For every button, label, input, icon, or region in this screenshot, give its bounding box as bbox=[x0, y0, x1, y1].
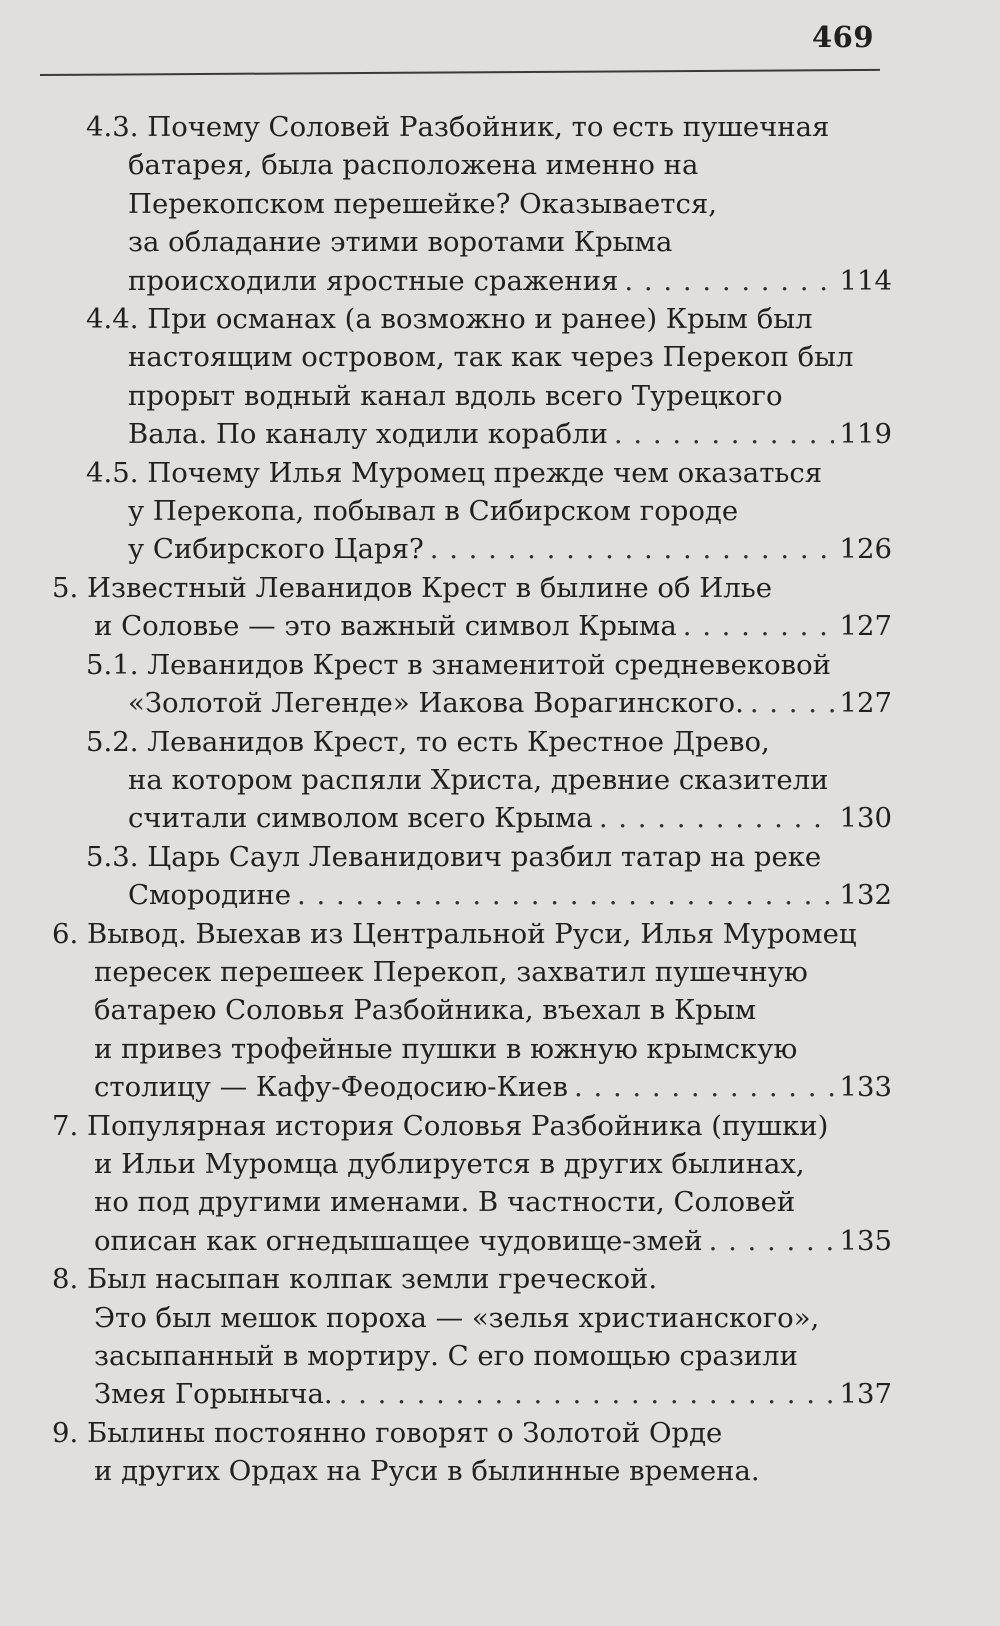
toc-entry-last-line bbox=[52, 1068, 892, 1106]
toc-entry-line: 4.5. Почему Илья Муромец прежде чем оказаться bbox=[86, 456, 823, 489]
toc-entry-line: пересек перешеек Перекоп, захватил пушечную bbox=[94, 955, 808, 988]
dot-leader bbox=[599, 799, 834, 837]
toc-entry-line: 6. Вывод. Выехав из Центральной Руси, Илья Муромец bbox=[52, 917, 857, 950]
dot-leader bbox=[430, 530, 834, 568]
toc-entry-line: Перекопском перешейке? Оказывается, bbox=[128, 187, 717, 220]
toc-entry-line: 4.4. При османах (а возможно и ранее) Крым был bbox=[86, 303, 813, 336]
toc-entry-line: столицу — Кафу-Феодосию-Киев bbox=[94, 1071, 568, 1104]
toc-entry[interactable] bbox=[52, 838, 892, 915]
toc-entry-line: у Перекопа, побывал в Сибирском городе bbox=[128, 495, 739, 528]
toc-entry-last-line bbox=[52, 262, 892, 300]
dot-leader bbox=[614, 415, 834, 453]
toc-entry-line: за обладание этими воротами Крыма bbox=[128, 226, 673, 259]
toc-entry-last-line bbox=[52, 1222, 892, 1260]
toc-entry-line: 5.1. Леванидов Крест в знаменитой средневековой bbox=[86, 648, 831, 681]
toc-entry-line: батарею Соловья Разбойника, въехал в Крым bbox=[94, 994, 757, 1027]
toc-entry[interactable] bbox=[52, 915, 892, 1107]
dot-leader bbox=[339, 1375, 834, 1413]
toc-entry-last-line bbox=[52, 607, 892, 645]
toc-page-number: 127 bbox=[839, 610, 892, 643]
toc-entry[interactable] bbox=[52, 723, 892, 838]
toc-entry-line: описан как огнедышащее чудовище-змей bbox=[94, 1224, 703, 1257]
toc-entry-line: 7. Популярная история Соловья Разбойника (пушки) bbox=[52, 1109, 829, 1142]
dot-leader bbox=[574, 1068, 834, 1106]
toc-entry-line: настоящим островом, так как через Перекоп был bbox=[128, 341, 854, 374]
toc-entry[interactable] bbox=[52, 1414, 892, 1491]
toc-page-number: 126 bbox=[839, 533, 892, 566]
dot-leader bbox=[297, 876, 833, 914]
toc-entry-line: и привез трофейные пушки в южную крымскую bbox=[94, 1032, 798, 1065]
toc-entry-line: на котором распяли Христа, древние сказители bbox=[128, 763, 829, 796]
toc-entry-line: и Соловье — это важный символ Крыма bbox=[94, 610, 677, 643]
toc-entry-line: 5. Известный Леванидов Крест в былине об Илье bbox=[52, 571, 772, 604]
dot-leader bbox=[683, 607, 834, 645]
toc-entry-line: Это был мешок пороха — «зелья христианского», bbox=[94, 1301, 820, 1334]
dot-leader bbox=[709, 1222, 834, 1260]
toc-page-number: 119 bbox=[839, 418, 892, 451]
toc-page-number: 127 bbox=[839, 687, 892, 720]
toc-entry-line: и других Ордах на Руси в былинные времена. bbox=[94, 1455, 760, 1488]
toc-entry[interactable] bbox=[52, 300, 892, 454]
toc-page-number: 137 bbox=[839, 1378, 892, 1411]
toc-entry-last-line bbox=[52, 876, 892, 914]
toc-entry[interactable] bbox=[52, 108, 892, 300]
toc-entry-line: Змея Горыныча. bbox=[94, 1378, 333, 1411]
toc-page-number: 130 bbox=[839, 802, 892, 835]
toc-entry[interactable] bbox=[52, 569, 892, 646]
toc-entry-last-line bbox=[52, 799, 892, 837]
header-rule bbox=[40, 69, 880, 76]
toc-entry-line: Смородине bbox=[128, 879, 292, 912]
toc-entry-last-line bbox=[52, 415, 892, 453]
toc-page-number: 135 bbox=[839, 1224, 892, 1257]
toc-entry-line: и Ильи Муромца дублируется в других былинах, bbox=[94, 1147, 805, 1180]
toc-entry-line: у Сибирского Царя? bbox=[128, 533, 424, 566]
toc-entry-line: 8. Был насыпан колпак земли греческой. bbox=[52, 1263, 658, 1296]
table-of-contents bbox=[52, 108, 892, 1491]
toc-page-number: 114 bbox=[839, 264, 892, 297]
dot-leader bbox=[750, 684, 834, 722]
toc-entry-line: но под другими именами. В частности, Соловей bbox=[94, 1186, 796, 1219]
toc-entry[interactable] bbox=[52, 646, 892, 723]
toc-entry-line: 5.2. Леванидов Крест, то есть Крестное Древо, bbox=[86, 725, 770, 758]
toc-entry-last-line bbox=[52, 530, 892, 568]
toc-entry-line: 5.3. Царь Саул Леванидович разбил татар на реке bbox=[86, 840, 822, 873]
toc-entry-line: засыпанный в мортиру. С его помощью сразили bbox=[94, 1340, 798, 1372]
toc-entry-line: 9. Былины постоянно говорят о Золотой Орде bbox=[52, 1416, 723, 1449]
toc-entry-line: «Золотой Легенде» Иакова Ворагинского. bbox=[128, 687, 744, 720]
page-number: 469 bbox=[812, 20, 875, 54]
toc-entry[interactable] bbox=[52, 1107, 892, 1261]
toc-entry-line: происходили яростные сражения bbox=[128, 264, 619, 297]
dot-leader bbox=[624, 262, 833, 300]
toc-entry[interactable] bbox=[52, 454, 892, 569]
toc-entry-last-line bbox=[52, 684, 892, 722]
toc-entry-line: считали символом всего Крыма bbox=[128, 802, 593, 835]
toc-entry-last-line bbox=[52, 1452, 892, 1490]
toc-entry-line: батарея, была расположена именно на bbox=[128, 149, 699, 182]
toc-entry-line: прорыт водный канал вдоль всего Турецкого bbox=[128, 379, 783, 412]
toc-page-number: 132 bbox=[839, 879, 892, 912]
toc-page-number: 133 bbox=[839, 1071, 892, 1104]
toc-entry-line: 4.3. Почему Соловей Разбойник, то есть пушечная bbox=[86, 111, 830, 143]
toc-entry-last-line bbox=[52, 1375, 892, 1413]
toc-entry-line: Вала. По каналу ходили корабли bbox=[128, 418, 608, 451]
toc-entry[interactable] bbox=[52, 1260, 892, 1414]
